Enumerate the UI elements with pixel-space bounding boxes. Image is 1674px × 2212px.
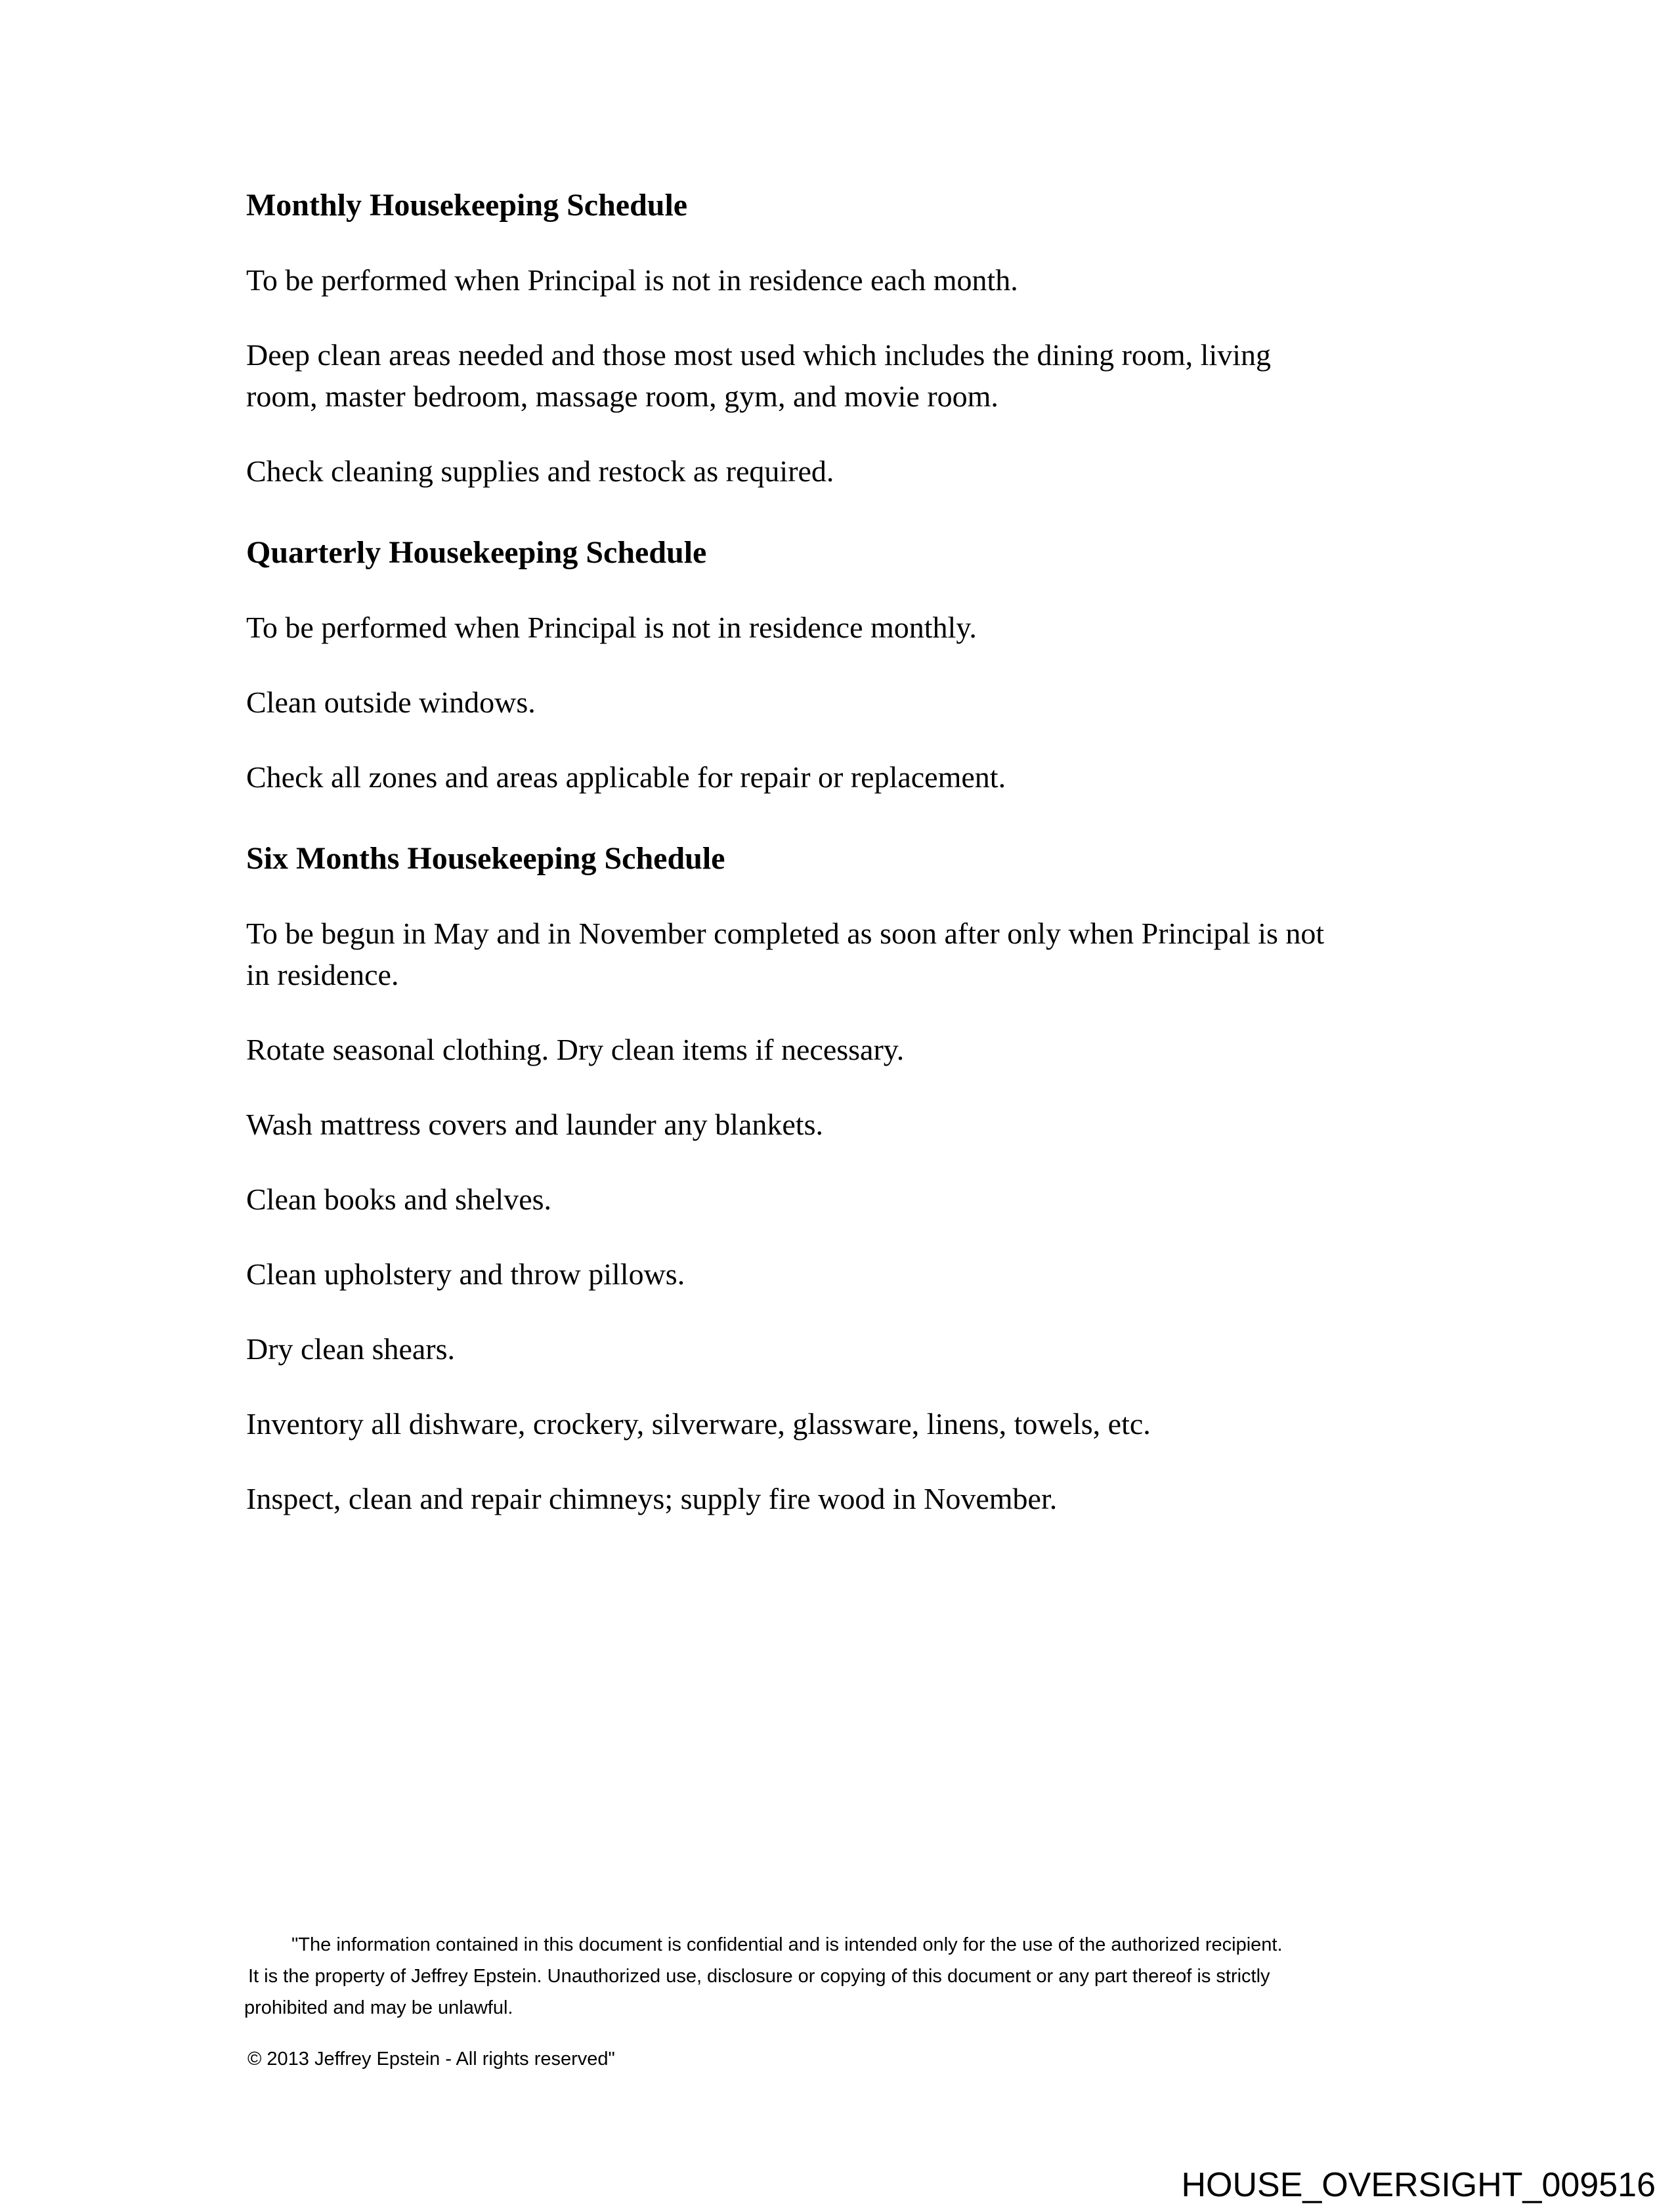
paragraph (246, 1403, 1448, 1444)
paragraph-line: Inventory all dishware, crockery, silverware, glassware, linens, towels, etc. (246, 1407, 1151, 1441)
paragraph-line: Inspect, clean and repair chimneys; supply fire wood in November. (246, 1482, 1058, 1515)
confidentiality-notice (244, 1929, 1459, 2024)
paragraph (246, 450, 1448, 492)
paragraph (246, 1029, 1448, 1070)
copyright-line: © 2013 Jeffrey Epstein - All rights reserved" (247, 2049, 615, 2070)
paragraph-line: Deep clean areas needed and those most used which includes the dining room, living (246, 338, 1272, 372)
paragraph-line: Check all zones and areas applicable for repair or replacement. (246, 760, 1006, 794)
paragraph (246, 682, 1448, 723)
paragraph-line: in residence. (246, 958, 399, 991)
paragraph (246, 1179, 1448, 1220)
paragraph-line: Clean upholstery and throw pillows. (246, 1257, 685, 1291)
paragraph (246, 607, 1448, 648)
paragraph (246, 259, 1448, 301)
paragraph (246, 1104, 1448, 1145)
section-six-months (246, 838, 1448, 1519)
paragraph-line: Dry clean shears. (246, 1332, 456, 1366)
paragraph (246, 913, 1448, 995)
paragraph (246, 1253, 1448, 1295)
section-monthly (246, 184, 1448, 492)
notice-line: "The information contained in this document is confidential and is intended only for the use of the authorized recipient. (291, 1934, 1283, 1955)
paragraph (246, 1328, 1448, 1370)
paragraph-line: To be performed when Principal is not in residence monthly. (246, 611, 977, 644)
paragraph-line: To be begun in May and in November completed as soon after only when Principal is not (246, 917, 1325, 950)
paragraph-line: Clean outside windows. (246, 685, 536, 719)
notice-line: It is the property of Jeffrey Epstein. Unauthorized use, disclosure or copying of this document or any part thereof is strictly (248, 1966, 1270, 1987)
section-heading: Six Months Housekeeping Schedule (246, 841, 725, 876)
document-content (246, 184, 1448, 1553)
section-heading: Quarterly Housekeeping Schedule (246, 535, 707, 570)
section-quarterly (246, 532, 1448, 798)
paragraph (246, 1478, 1448, 1519)
paragraph-line: Rotate seasonal clothing. Dry clean items if necessary. (246, 1033, 905, 1066)
paragraph-line: Clean books and shelves. (246, 1182, 552, 1216)
bates-number: HOUSE_OVERSIGHT_009516 (1181, 2166, 1656, 2204)
section-heading: Monthly Housekeeping Schedule (246, 188, 688, 223)
paragraph-line: To be performed when Principal is not in residence each month. (246, 263, 1018, 297)
paragraph-line: Wash mattress covers and launder any blankets. (246, 1108, 823, 1141)
paragraph (246, 756, 1448, 798)
paragraph-line: room, master bedroom, massage room, gym, and movie room. (246, 380, 998, 413)
notice-line: prohibited and may be unlawful. (244, 1997, 513, 2018)
paragraph-line: Check cleaning supplies and restock as required. (246, 454, 834, 488)
paragraph (246, 334, 1448, 417)
